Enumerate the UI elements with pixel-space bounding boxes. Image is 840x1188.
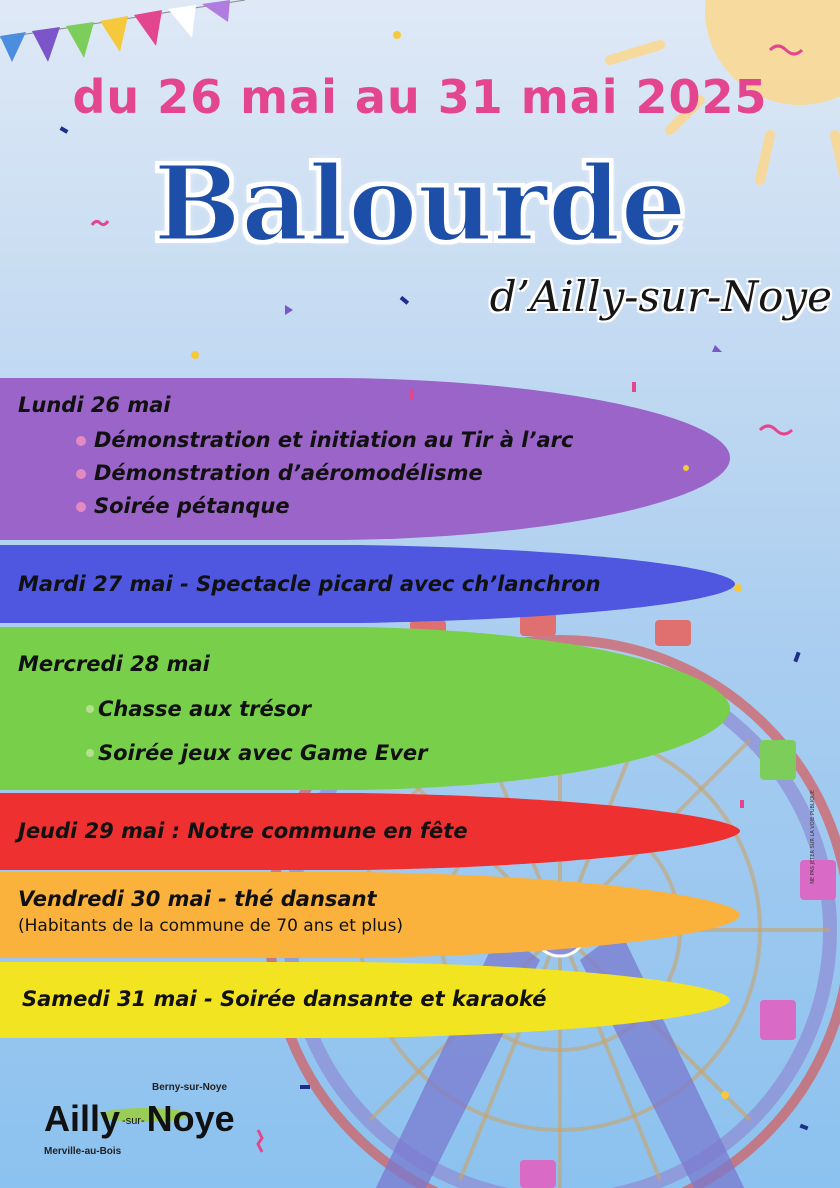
schedule-day: Samedi 31 mai - Soirée dansante et karaoké	[22, 987, 547, 1011]
logo-middle-word: -sur-	[122, 1115, 145, 1128]
event-dates: du 26 mai au 31 mai 2025	[72, 70, 768, 124]
schedule-day: Jeudi 29 mai : Notre commune en fête	[18, 819, 468, 843]
schedule-day: Mardi 27 mai - Spectacle picard avec ch’lanchron	[18, 572, 601, 596]
activity-label: Soirée jeux avec Game Ever	[98, 741, 428, 765]
activity-label: Démonstration d’aéromodélisme	[94, 461, 483, 485]
logo-bottom-text: Merville-au-Bois	[44, 1146, 122, 1157]
logo-main-text	[44, 1098, 235, 1140]
logo-top-text: Berny-sur-Noye	[152, 1082, 228, 1093]
event-title: Balourde	[153, 142, 687, 265]
event-subtitle: d’Ailly-sur-Noye	[489, 272, 832, 321]
schedule-note: (Habitants de la commune de 70 ans et plus)	[18, 916, 404, 936]
activity-label: Démonstration et initiation au Tir à l’arc	[94, 428, 574, 452]
municipality-logo	[40, 1082, 260, 1172]
logo-right-word: Noye	[146, 1098, 235, 1139]
side-disclaimer: NE PAS JETER SUR LA VOIE PUBLIQUE	[810, 790, 816, 884]
schedule-day: Mercredi 28 mai	[18, 652, 210, 676]
activity-label: Chasse aux trésor	[98, 697, 311, 721]
schedule-day: Lundi 26 mai	[18, 393, 171, 417]
logo-left-word: Ailly	[44, 1098, 121, 1139]
activity-label: Soirée pétanque	[94, 494, 290, 518]
schedule-day: Vendredi 30 mai - thé dansant	[18, 887, 377, 911]
